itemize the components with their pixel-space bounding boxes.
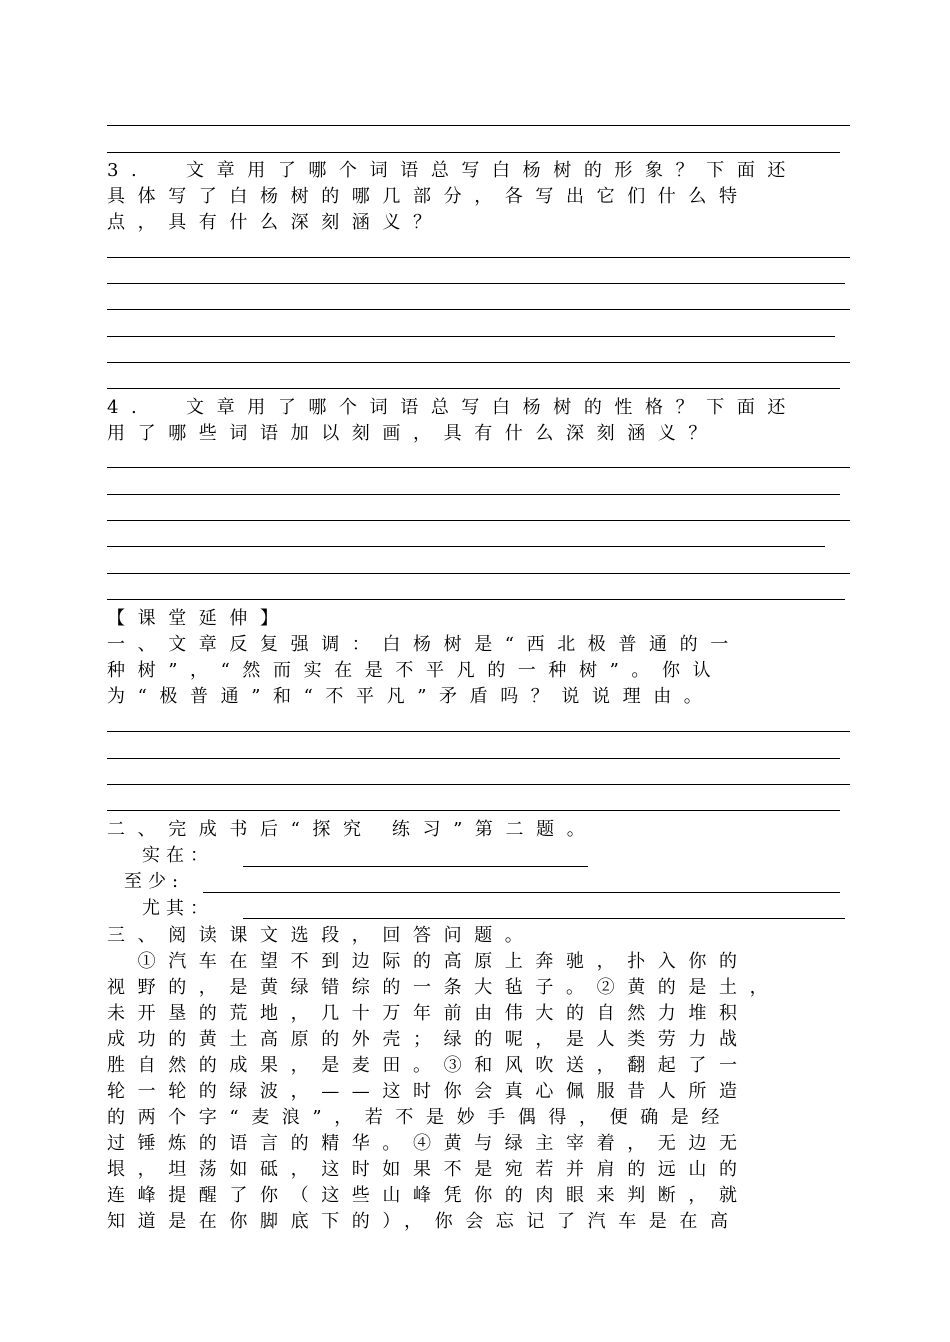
answer-line — [107, 152, 840, 153]
fill-label-shizai: 实在： — [142, 845, 214, 866]
answer-line — [107, 546, 825, 547]
passage-line-6: 轮一轮的绿波，——这时你会真心佩服昔人所造 — [107, 1081, 750, 1102]
answer-line — [107, 599, 845, 600]
extension-item-1-line-2: 种树”，“然而实在是不平凡的一种树”。你认 — [107, 660, 724, 681]
extension-item-2: 二、完成书后“探究 练习”第二题。 — [107, 819, 598, 840]
fill-label-zhishao: 至少: — [124, 871, 185, 892]
answer-line — [107, 573, 850, 574]
extension-heading: 【课堂延伸】 — [107, 608, 291, 629]
answer-line — [107, 336, 835, 337]
answer-line — [107, 758, 840, 759]
fill-blank-zhishao — [203, 892, 840, 893]
extension-item-3: 三、阅读课文选段，回答问题。 — [107, 925, 536, 946]
answer-line — [107, 520, 850, 521]
extension-item-1-line-1: 一、文章反复强调：白杨树是“西北极普通的一 — [107, 634, 741, 655]
passage-line-4: 成功的黄土高原的外壳；绿的呢，是人类劳力战 — [107, 1029, 750, 1050]
question-3-line-1: 3. 文章用了哪个词语总写白杨树的形象？下面还 — [107, 160, 799, 181]
question-3-line-2: 具体写了白杨树的哪几部分，各写出它们什么特 — [107, 186, 750, 207]
answer-line — [107, 784, 850, 785]
passage-line-8: 过锤炼的语言的精华。④黄与绿主宰着，无边无 — [107, 1133, 750, 1154]
answer-line — [107, 362, 850, 363]
answer-line — [107, 388, 840, 389]
passage-line-7: 的两个字“麦浪”，若不是妙手偶得，便确是经 — [107, 1107, 733, 1128]
fill-blank-shizai — [243, 866, 588, 867]
answer-line — [107, 125, 850, 126]
passage-line-2: 视野的，是黄绿错综的一条大毡子。②黄的是土， — [107, 977, 781, 998]
answer-line — [107, 257, 850, 258]
passage-line-10: 连峰提醒了你（这些山峰凭你的肉眼来判断，就 — [107, 1185, 750, 1206]
passage-line-11: 知道是在你脚底下的），你会忘记了汽车是在高 — [107, 1211, 741, 1232]
passage-line-9: 垠，坦荡如砥，这时如果不是宛若并肩的远山的 — [107, 1159, 750, 1180]
answer-line — [107, 494, 840, 495]
question-4-line-1: 4. 文章用了哪个词语总写白杨树的性格？下面还 — [107, 397, 799, 418]
fill-label-youqi: 尤其： — [142, 898, 214, 919]
answer-line — [107, 283, 845, 284]
question-4-line-2: 用了哪些词语加以刻画，具有什么深刻涵义？ — [107, 423, 719, 444]
answer-line — [107, 309, 850, 310]
passage-line-3: 未开垦的荒地，几十万年前由伟大的自然力堆积 — [107, 1003, 750, 1024]
passage-line-1: ①汽车在望不到边际的高原上奔驰，扑入你的 — [107, 951, 750, 972]
question-3-line-3: 点，具有什么深刻涵义？ — [107, 212, 444, 233]
answer-line — [107, 731, 850, 732]
answer-line — [107, 810, 840, 811]
extension-item-1-line-3: 为“极普通”和“不平凡”矛盾吗？说说理由。 — [107, 686, 715, 707]
fill-blank-youqi — [243, 918, 845, 919]
passage-line-5: 胜自然的成果，是麦田。③和风吹送，翻起了一 — [107, 1055, 750, 1076]
answer-line — [107, 467, 850, 468]
